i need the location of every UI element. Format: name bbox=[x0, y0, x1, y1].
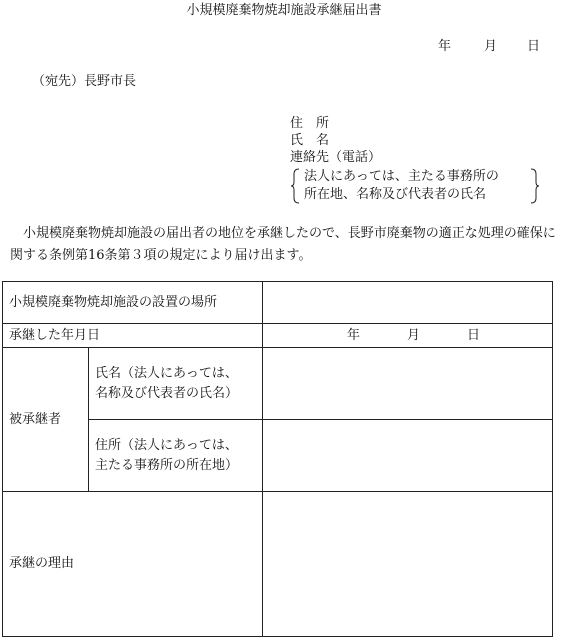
predecessor-name-row bbox=[3, 348, 553, 420]
declaration-text: 小規模廃棄物焼却施設の届出者の地位を承継したので、長野市廃棄物の適正な処理の確保に関する条例第16条第３項の規定により届け出ます。 bbox=[10, 226, 556, 263]
predecessor-address-label bbox=[89, 420, 263, 492]
location-field[interactable] bbox=[263, 282, 553, 324]
reason-field[interactable] bbox=[263, 492, 553, 637]
predecessor-name-label-line2: 名称及び代表者の氏名） bbox=[95, 385, 239, 401]
succession-month: 月 bbox=[407, 327, 421, 343]
predecessor-address-label-line1: 住所（法人にあっては、 bbox=[95, 437, 238, 453]
reason-row bbox=[3, 492, 553, 637]
location-label: 小規模廃棄物焼却施設の設置の場所 bbox=[3, 282, 263, 324]
predecessor-address-label-line2: 主たる事務所の所在地） bbox=[95, 457, 239, 473]
succession-year: 年 bbox=[347, 327, 361, 343]
applicant-name-label: 氏 名 bbox=[290, 133, 330, 148]
succession-day: 日 bbox=[467, 327, 481, 343]
location-row bbox=[3, 282, 553, 324]
date-year: 年 bbox=[438, 39, 452, 54]
bracket-note-line2: 所在地、名称及び代表者の氏名 bbox=[304, 187, 487, 202]
succession-date-label: 承継した年月日 bbox=[3, 324, 263, 348]
predecessor-name-label bbox=[89, 348, 263, 420]
applicant-contact-label: 連絡先（電話） bbox=[290, 150, 382, 165]
predecessor-name-label-line1: 氏名（法人にあっては、 bbox=[95, 365, 238, 381]
applicant-address-label: 住 所 bbox=[290, 116, 330, 131]
predecessor-address-field[interactable] bbox=[263, 420, 553, 492]
bracket-note-line1: 法人にあっては、主たる事務所の bbox=[304, 169, 499, 184]
applicant-note-bracket bbox=[290, 168, 540, 204]
succession-date-field[interactable] bbox=[263, 324, 553, 348]
predecessor-name-field[interactable] bbox=[263, 348, 553, 420]
document-title: 小規模廃棄物焼却施設承継届出書 bbox=[186, 3, 382, 18]
succession-form-table bbox=[2, 281, 553, 637]
succession-date-row bbox=[3, 324, 553, 348]
date-day: 日 bbox=[527, 39, 541, 54]
addressee: （宛先）長野市長 bbox=[32, 74, 137, 89]
reason-label: 承継の理由 bbox=[3, 492, 263, 637]
date-month: 月 bbox=[484, 39, 498, 54]
predecessor-label: 被承継者 bbox=[3, 348, 89, 492]
